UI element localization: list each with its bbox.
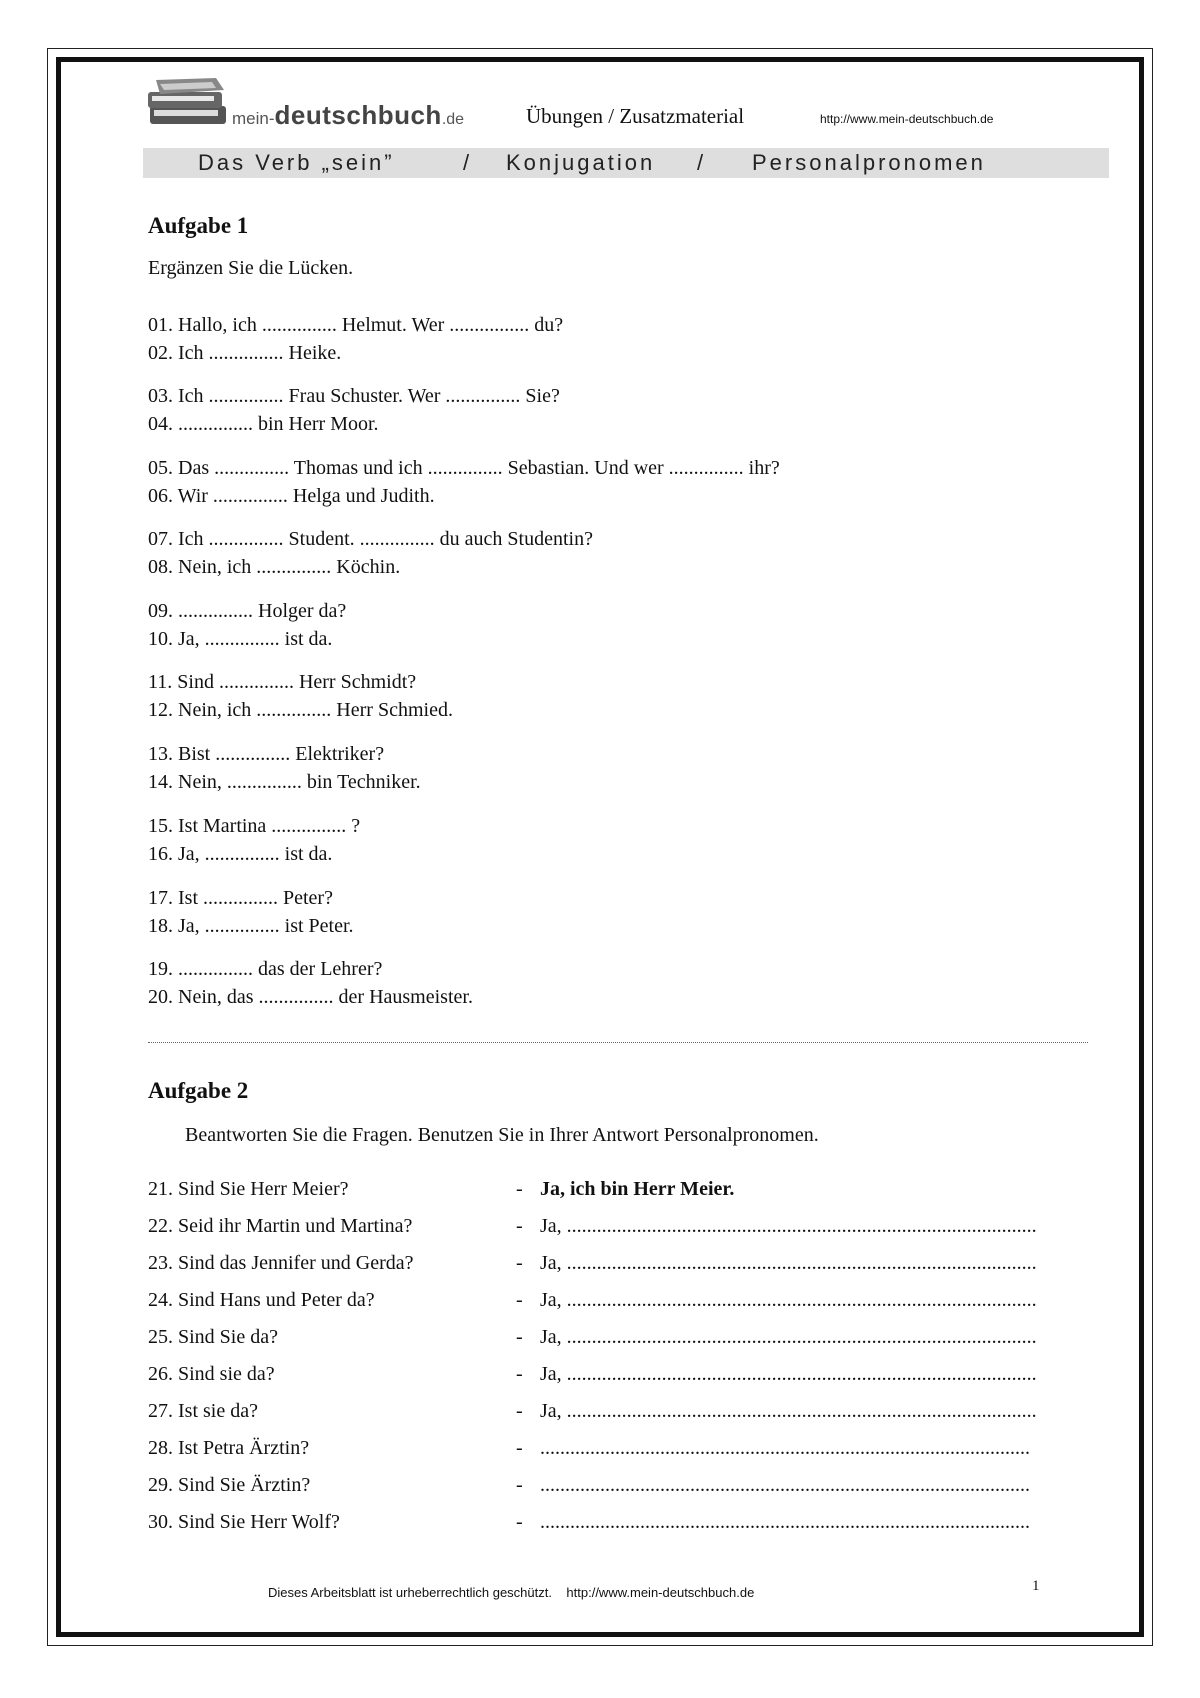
topic-separator-2: /: [697, 150, 707, 175]
topic-part-1: Das Verb „sein”: [198, 150, 395, 175]
logo-prefix: mein-: [232, 109, 275, 128]
exercise-line: 16. Ja, ............... ist da.: [148, 843, 333, 865]
question: 28. Ist Petra Ärztin?: [148, 1437, 310, 1459]
logo-wordmark: [232, 100, 464, 131]
qa-row: [148, 1289, 1088, 1317]
logo-tld: .de: [441, 111, 465, 128]
question: 24. Sind Hans und Peter da?: [148, 1289, 375, 1311]
answer-blank: Ja, ..............................................................................................: [540, 1326, 1037, 1348]
exercise-line: 10. Ja, ............... ist da.: [148, 628, 333, 650]
dash: -: [516, 1474, 523, 1496]
qa-row: [148, 1474, 1088, 1502]
qa-row: [148, 1252, 1088, 1280]
task-1-instruction: Ergänzen Sie die Lücken.: [148, 257, 354, 279]
answer-blank: Ja, ..............................................................................................: [540, 1252, 1037, 1274]
exercise-line: 06. Wir ............... Helga und Judith.: [148, 485, 435, 507]
header-title: Übungen / Zusatzmaterial: [526, 104, 745, 128]
exercise-line: 09. ............... Holger da?: [148, 600, 347, 622]
exercise-line: 02. Ich ............... Heike.: [148, 342, 342, 364]
task-2-instruction: Beantworten Sie die Fragen. Benutzen Sie in Ihrer Antwort Personalpronomen.: [185, 1124, 819, 1146]
qa-row: [148, 1437, 1088, 1465]
question: 23. Sind das Jennifer und Gerda?: [148, 1252, 414, 1274]
exercise-line: 07. Ich ............... Student. ............... du auch Studentin?: [148, 528, 593, 550]
section-separator: [148, 1042, 1088, 1043]
dash: -: [516, 1178, 523, 1200]
header: [146, 72, 1106, 132]
logo-main: deutschbuch: [274, 100, 442, 130]
question: 29. Sind Sie Ärztin?: [148, 1474, 311, 1496]
answer-blank: Ja, ..............................................................................................: [540, 1215, 1037, 1237]
exercise-line: 03. Ich ............... Frau Schuster. Wer ............... Sie?: [148, 385, 560, 407]
qa-row: [148, 1363, 1088, 1391]
qa-row: [148, 1400, 1088, 1428]
example-answer: Ja, ich bin Herr Meier.: [540, 1178, 735, 1200]
answer-blank: Ja, ..............................................................................................: [540, 1400, 1037, 1422]
exercise-line: 20. Nein, das ............... der Hausmeister.: [148, 986, 473, 1008]
topic-bar: [143, 148, 1109, 178]
exercise-line: 15. Ist Martina ............... ?: [148, 815, 361, 837]
books-logo-icon: [146, 76, 234, 130]
task-2-title: Aufgabe 2: [148, 1078, 249, 1103]
answer-blank: ..................................................................................................: [540, 1437, 1030, 1459]
exercise-line: 05. Das ............... Thomas und ich ............... Sebastian. Und wer ............... ihr?: [148, 457, 780, 479]
dash: -: [516, 1289, 523, 1311]
exercise-line: 14. Nein, ............... bin Techniker.: [148, 771, 421, 793]
answer-blank: ..................................................................................................: [540, 1474, 1030, 1496]
page-number: 1: [1032, 1578, 1040, 1594]
dash: -: [516, 1215, 523, 1237]
question: 25. Sind Sie da?: [148, 1326, 278, 1348]
dash: -: [516, 1437, 523, 1459]
topic-part-2: Konjugation: [506, 150, 656, 175]
question: 22. Seid ihr Martin und Martina?: [148, 1215, 413, 1237]
answer-blank: Ja, ..............................................................................................: [540, 1289, 1037, 1311]
exercise-line: 12. Nein, ich ............... Herr Schmied.: [148, 699, 453, 721]
exercise-line: 18. Ja, ............... ist Peter.: [148, 915, 354, 937]
dash: -: [516, 1252, 523, 1274]
exercise-line: 11. Sind ............... Herr Schmidt?: [148, 671, 417, 693]
footer-copyright: Dieses Arbeitsblatt ist urheberrechtlich geschützt. http://www.mein-deutschbuch.de: [268, 1585, 755, 1600]
exercise-line: 13. Bist ............... Elektriker?: [148, 743, 385, 765]
exercise-line: 04. ............... bin Herr Moor.: [148, 413, 379, 435]
dash: -: [516, 1400, 523, 1422]
question: 30. Sind Sie Herr Wolf?: [148, 1511, 340, 1533]
dash: -: [516, 1363, 523, 1385]
exercise-line: 17. Ist ............... Peter?: [148, 887, 333, 909]
qa-row: [148, 1178, 1088, 1206]
exercise-line: 19. ............... das der Lehrer?: [148, 958, 383, 980]
dash: -: [516, 1511, 523, 1533]
qa-row: [148, 1215, 1088, 1243]
qa-row: [148, 1326, 1088, 1354]
question: 26. Sind sie da?: [148, 1363, 275, 1385]
topic-part-3: Personalpronomen: [752, 150, 986, 175]
answer-blank: ..................................................................................................: [540, 1511, 1030, 1533]
task-1-title: Aufgabe 1: [148, 213, 249, 238]
question: 21. Sind Sie Herr Meier?: [148, 1178, 349, 1200]
question: 27. Ist sie da?: [148, 1400, 258, 1422]
header-url: http://www.mein-deutschbuch.de: [820, 112, 994, 126]
answer-blank: Ja, ..............................................................................................: [540, 1363, 1037, 1385]
exercise-line: 08. Nein, ich ............... Köchin.: [148, 556, 401, 578]
dash: -: [516, 1326, 523, 1348]
exercise-line: 01. Hallo, ich ............... Helmut. Wer ................ du?: [148, 314, 564, 336]
qa-row: [148, 1511, 1088, 1539]
topic-separator-1: /: [463, 150, 473, 175]
